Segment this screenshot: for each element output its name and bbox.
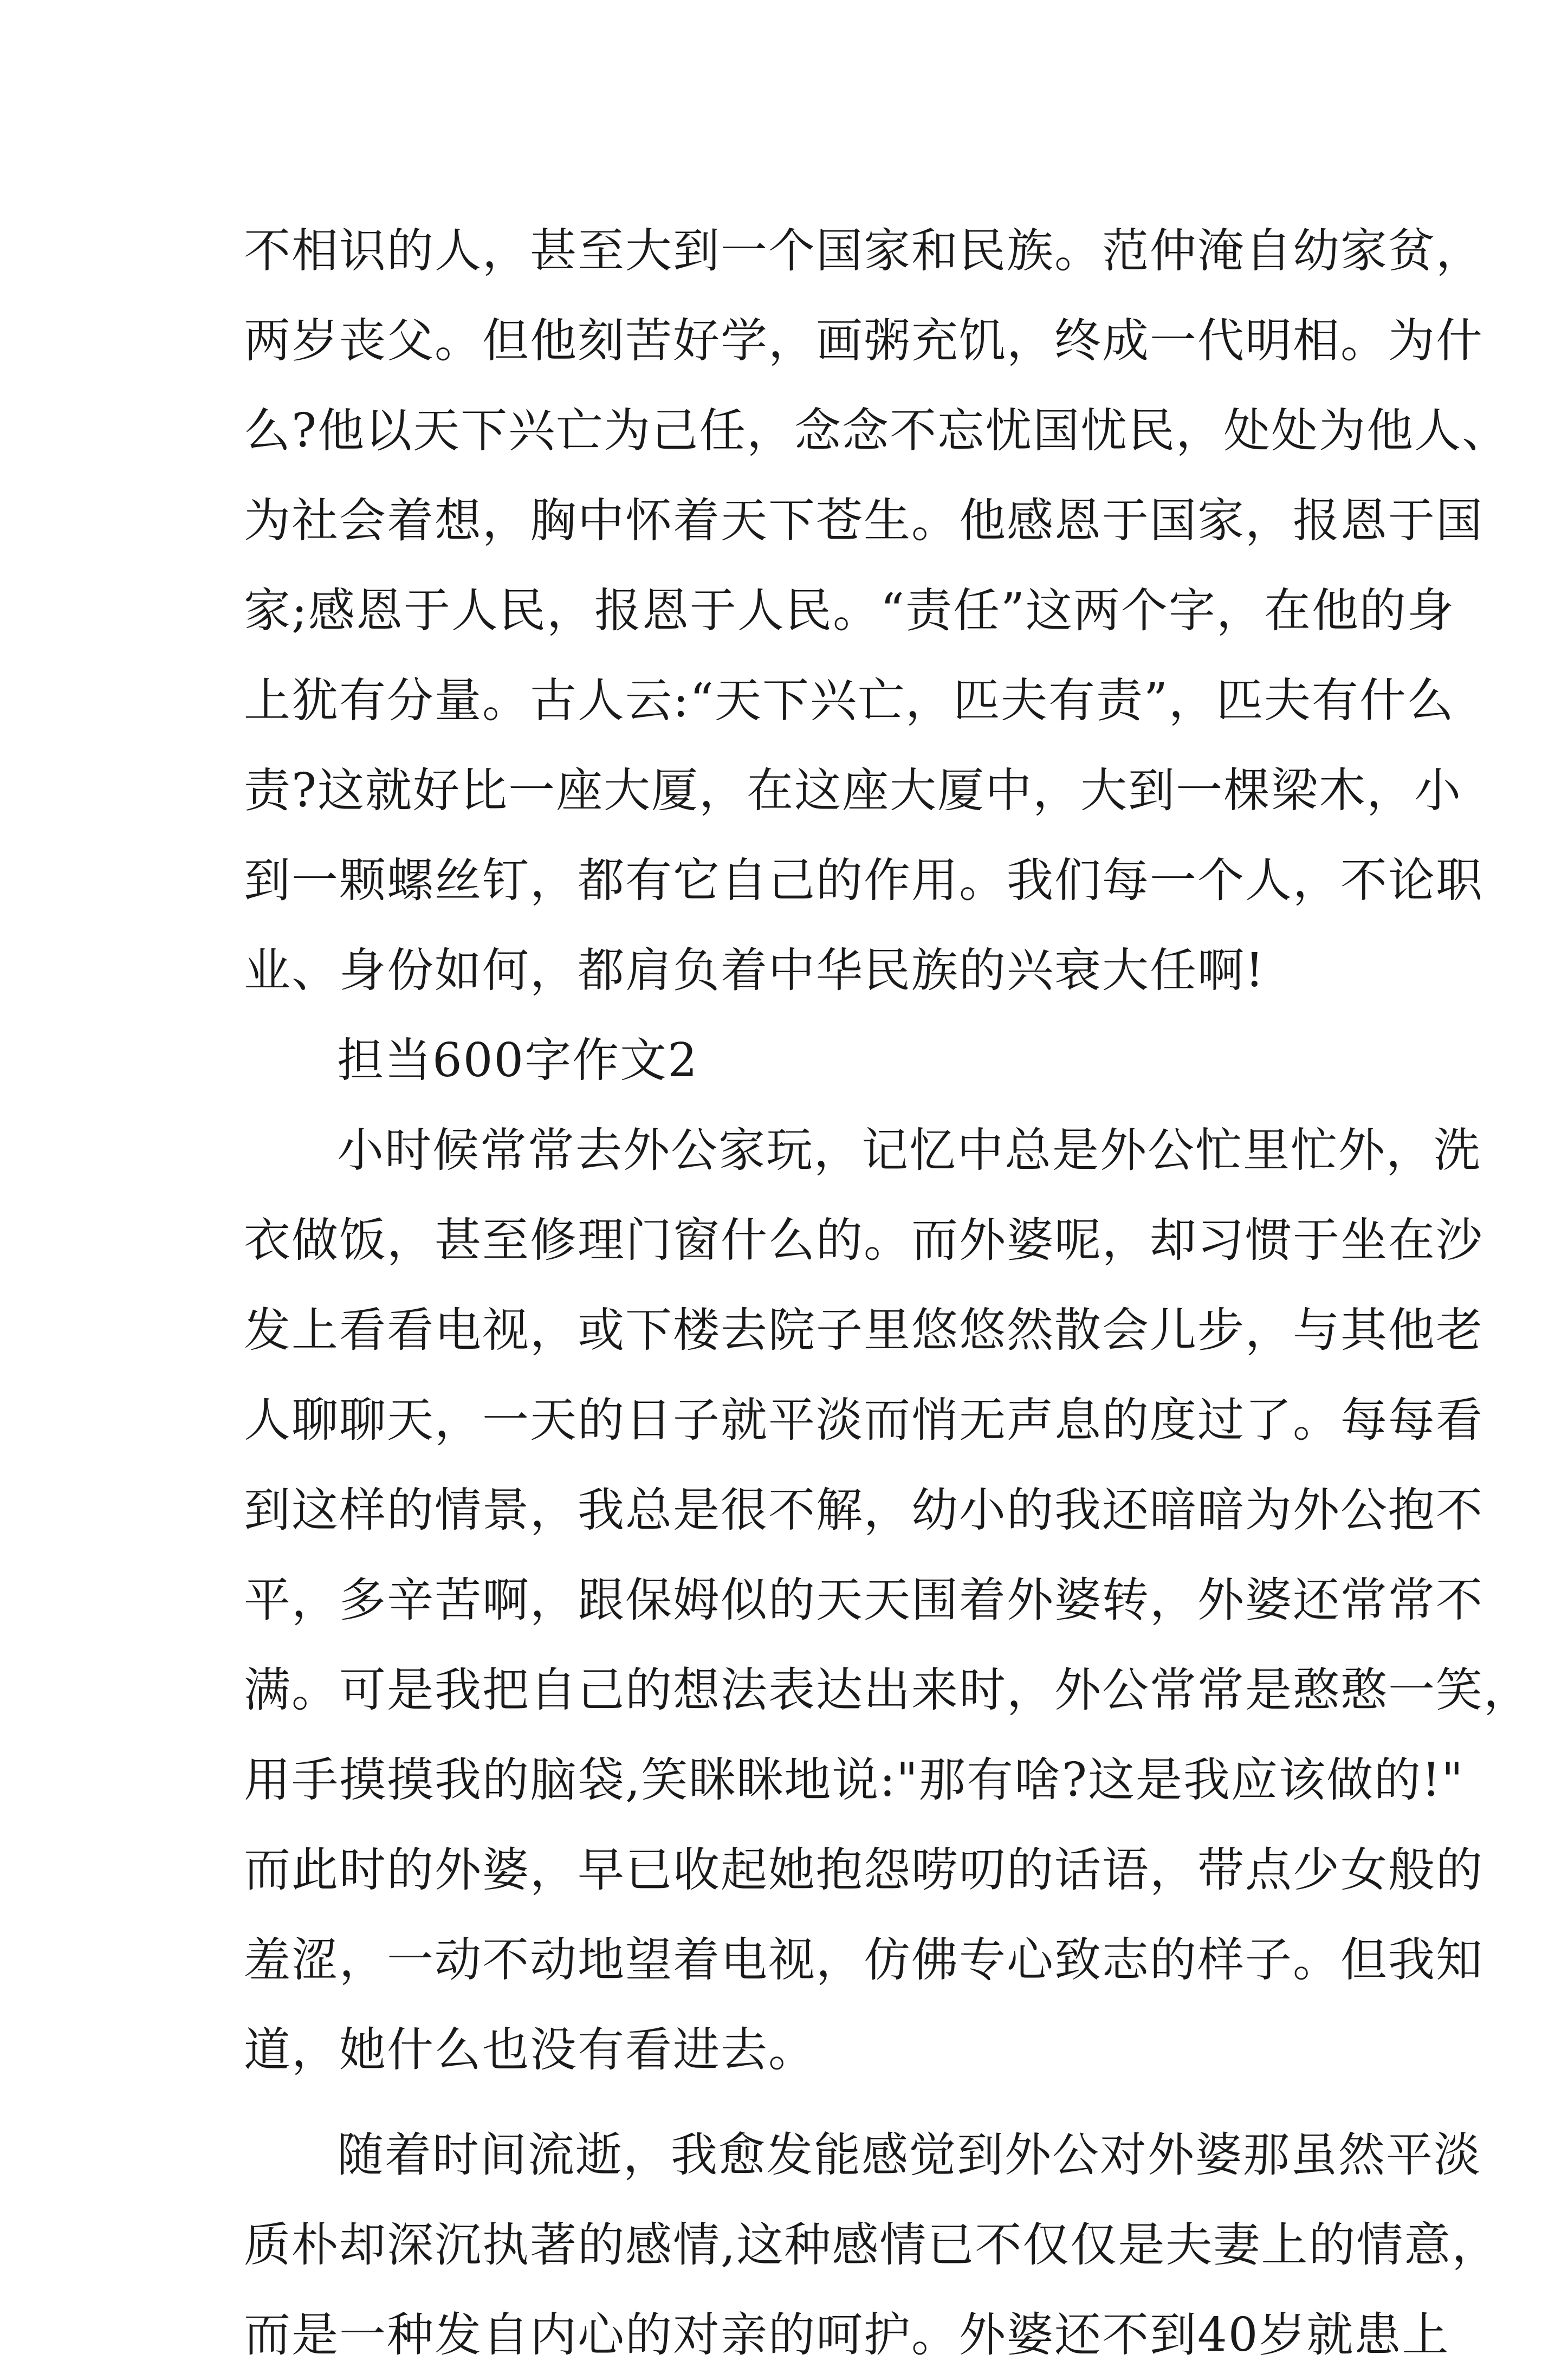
paragraph-start-line: 小时候常常去外公家玩，记忆中总是外公忙里忙外，洗 [337,1123,1481,1178]
text-line: 用手摸摸我的脑袋,笑眯眯地说:"那有啥?这是我应该做的!" [244,1753,1465,1807]
text-line: 不相识的人，甚至大到一个国家和民族。范仲淹自幼家贫， [244,224,1483,278]
text-line: 责?这就好比一座大厦，在这座大厦中，大到一棵梁木，小 [244,764,1462,818]
text-line: 两岁丧父。但他刻苦好学，画粥充饥，终成一代明相。为什 [244,314,1483,368]
text-line: 人聊聊天，一天的日子就平淡而悄无声息的度过了。每每看 [244,1393,1483,1447]
text-line: 而此时的外婆，早已收起她抱怨唠叨的话语，带点少女般的 [244,1843,1483,1897]
text-line: 到一颗螺丝钉，都有它自己的作用。我们每一个人，不论职 [244,853,1483,908]
text-line: 发上看看电视，或下楼去院子里悠悠然散会儿步，与其他老 [244,1303,1483,1357]
text-line: 羞涩，一动不动地望着电视，仿佛专心致志的样子。但我知 [244,1933,1483,1987]
text-line: 质朴却深沉执著的感情,这种感情已不仅仅是夫妻上的情意， [244,2218,1500,2272]
paragraph-start-line: 随着时间流逝，我愈发能感觉到外公对外婆那虽然平淡 [337,2128,1481,2182]
section-heading: 担当600字作文2 [337,1033,698,1088]
text-line: 而是一种发自内心的对亲的呵护。外婆还不到40岁就患上 [244,2308,1450,2362]
text-line: 道，她什么也没有看进去。 [244,2023,816,2077]
text-line: 为社会着想，胸中怀着天下苍生。他感恩于国家，报恩于国 [244,494,1483,548]
text-line: 到这样的情景，我总是很不解，幼小的我还暗暗为外公抱不 [244,1483,1483,1537]
text-line: 业、身份如何，都肩负着中华民族的兴衰大任啊! [244,943,1265,998]
text-line: 家;感恩于人民，报恩于人民。“责任”这两个字，在他的身 [244,584,1455,638]
text-line: 平，多辛苦啊，跟保姆似的天天围着外婆转，外婆还常常不 [244,1573,1483,1627]
essay-body [244,206,1531,2380]
text-line: 么?他以天下兴亡为己任，念念不忘忧国忧民，处处为他人、 [244,404,1510,458]
text-line: 上犹有分量。古人云:“天下兴亡，匹夫有责”，匹夫有什么 [244,674,1455,728]
text-line: 满。可是我把自己的想法表达出来时，外公常常是憨憨一笑， [244,1663,1531,1717]
text-line: 衣做饭，甚至修理门窗什么的。而外婆呢，却习惯于坐在沙 [244,1213,1483,1267]
